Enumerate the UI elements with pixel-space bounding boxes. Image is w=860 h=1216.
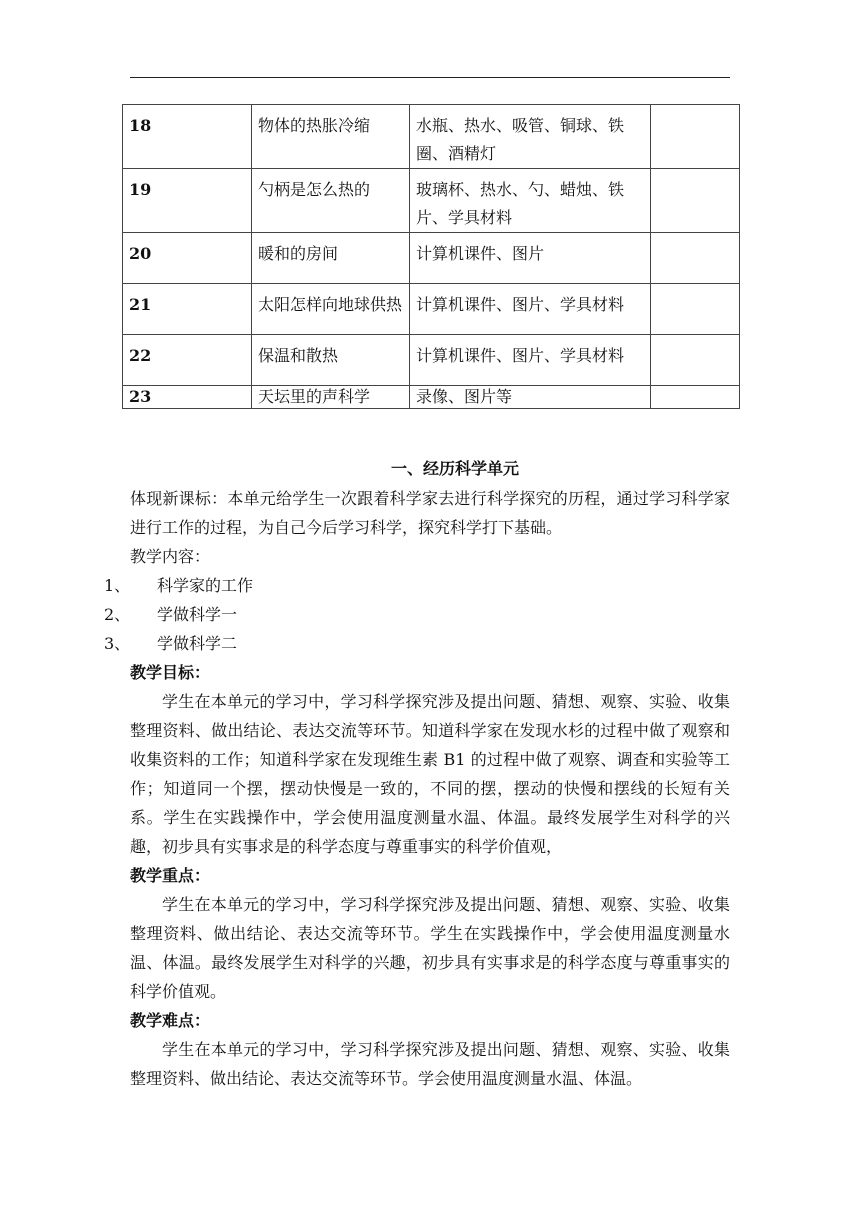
unit-intro: 体现新课标：本单元给学生一次跟着科学家去进行科学探究的历程，通过学习科学家进行工作的过程，为自己今后学习科学，探究科学打下基础。 (130, 489, 730, 537)
lesson-materials: 录像、图片等 (410, 386, 651, 409)
content-label: 教学内容： (130, 547, 211, 566)
lesson-number: 23 (123, 386, 252, 409)
lesson-materials: 计算机课件、图片 (410, 233, 651, 284)
list-number: 1、 (104, 576, 131, 595)
lesson-materials: 玻璃杯、热水、勺、蜡烛、铁片、学具材料 (410, 169, 651, 233)
goals-text: 学生在本单元的学习中，学习科学探究涉及提出问题、猜想、观察、实验、收集整理资料、做出结论、表达交流等环节。知道科学家在发现水杉的过程中做了观察和收集资料的工作；知道科学家在发现维生素 B1 的过程中做了观察、调查和实验等工作；知道同一个摆，摆动快慢是一致的，不同的摆，摆动的快慢和摆线的长短有关系。学生在实践操作中，学会使用温度测量水温、体温。最终发展学生对科学的兴趣，初步具有实事求是的科学态度与尊重事实的科学价值观， (130, 692, 730, 856)
lesson-note (651, 233, 740, 284)
key-points-text: 学生在本单元的学习中，学习科学探究涉及提出问题、猜想、观察、实验、收集整理资料、做出结论、表达交流等环节。学生在实践操作中，学会使用温度测量水温、体温。最终发展学生对科学的兴趣，初步具有实事求是的科学态度与尊重事实的科学价值观。 (130, 895, 730, 1001)
lesson-number: 20 (123, 233, 252, 284)
lesson-title: 太阳怎样向地球供热 (252, 284, 410, 335)
lesson-title: 天坛里的声科学 (252, 386, 410, 409)
lesson-title: 保温和散热 (252, 335, 410, 386)
lesson-note (651, 105, 740, 169)
lesson-note (651, 284, 740, 335)
list-text: 学做科学二 (157, 634, 238, 653)
list-number: 2、 (104, 605, 131, 624)
unit-title: 一、经历科学单元 (390, 459, 519, 478)
lesson-materials: 计算机课件、图片、学具材料 (410, 335, 651, 386)
lesson-note (651, 386, 740, 409)
lesson-materials: 水瓶、热水、吸管、铜球、铁圈、酒精灯 (410, 105, 651, 169)
lesson-title: 物体的热胀冷缩 (252, 105, 410, 169)
lesson-table (122, 104, 740, 409)
lesson-number: 22 (123, 335, 252, 386)
lesson-title: 勺柄是怎么热的 (252, 169, 410, 233)
table-row (123, 233, 740, 284)
table-row (123, 105, 740, 169)
difficulties-text: 学生在本单元的学习中，学习科学探究涉及提出问题、猜想、观察、实验、收集整理资料、做出结论、表达交流等环节。学会使用温度测量水温、体温。 (130, 1040, 730, 1088)
lesson-note (651, 335, 740, 386)
list-text: 学做科学一 (157, 605, 238, 624)
table-row (123, 169, 740, 233)
table-row (123, 335, 740, 386)
lesson-materials: 计算机课件、图片、学具材料 (410, 284, 651, 335)
unit-section (0, 454, 860, 1093)
list-item (0, 629, 860, 658)
lesson-number: 19 (123, 169, 252, 233)
header-rule (130, 77, 730, 78)
lesson-number: 21 (123, 284, 252, 335)
lesson-title: 暖和的房间 (252, 233, 410, 284)
goals-label: 教学目标： (130, 663, 211, 682)
table-row (123, 284, 740, 335)
list-text: 科学家的工作 (157, 576, 254, 595)
difficulties-label: 教学难点： (130, 1011, 211, 1030)
table-row (123, 386, 740, 409)
list-item (0, 571, 860, 600)
list-item (0, 600, 860, 629)
key-points-label: 教学重点： (130, 866, 211, 885)
lesson-number: 18 (123, 105, 252, 169)
list-number: 3、 (104, 634, 131, 653)
lesson-note (651, 169, 740, 233)
